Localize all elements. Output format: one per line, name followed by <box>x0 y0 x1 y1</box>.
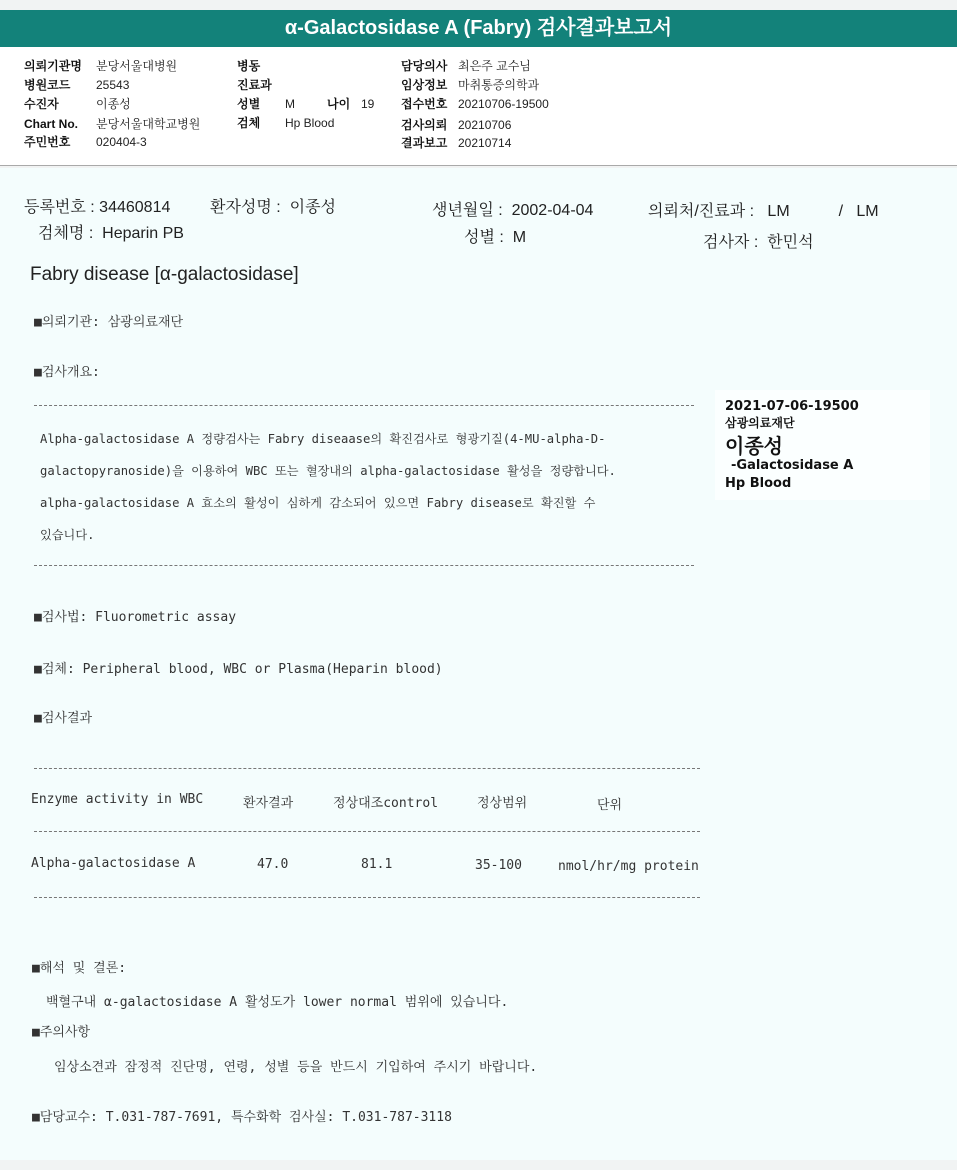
specimen-description: ■검체: Peripheral blood, WBC or Plasma(Heparin blood) <box>34 662 443 677</box>
label-lab-name: 삼광의료재단 <box>725 416 795 430</box>
test-title: Fabry disease [α-galactosidase] <box>30 264 299 285</box>
header-ward: 병동 <box>237 59 261 73</box>
header-doctor: 담당의사 최은주 교수님 <box>401 59 531 73</box>
table-header-patient-result: 환자결과 <box>243 796 294 811</box>
header-report-date: 결과보고 20210714 <box>401 136 512 150</box>
divider <box>34 405 694 406</box>
report-header <box>0 47 957 166</box>
header-sex: 성별 M 나이 19 <box>237 97 375 111</box>
table-cell-range: 35-100 <box>475 858 522 873</box>
header-clinical-info: 임상정보 마취통증의학과 <box>401 78 540 92</box>
table-cell-patient-result: 47.0 <box>257 857 289 872</box>
date-of-birth: 생년월일 : 2002-04-04 <box>432 202 594 219</box>
tester: 검사자 : 한민석 <box>703 234 814 251</box>
test-method: ■검사법: Fluorometric assay <box>34 610 237 625</box>
top-strip <box>0 0 957 8</box>
table-header-unit: 단위 <box>597 798 623 813</box>
overview-heading: ■검사개요: <box>34 365 100 380</box>
caution-text: 임상소견과 잠정적 진단명, 연령, 성별 등을 반드시 기입하여 주시기 바랍니다. <box>54 1060 538 1075</box>
patient-name: 환자성명 : 이종성 <box>210 199 336 216</box>
interpretation-heading: ■해석 및 결론: <box>32 961 127 976</box>
table-bottom-divider <box>34 897 700 898</box>
divider <box>34 565 694 566</box>
bottom-strip <box>0 1160 957 1170</box>
label-test-name: -Galactosidase A <box>731 458 854 473</box>
header-specimen: 검체 Hp Blood <box>237 116 335 130</box>
label-patient-name: 이종성 <box>725 434 783 458</box>
header-resident-no: 주민번호 020404-3 <box>24 135 147 149</box>
report-title: α-Galactosidase A (Fabry) 검사결과보고서 <box>284 17 673 39</box>
table-top-divider <box>34 768 700 769</box>
referring-institution: ■의뢰기관: 삼광의료재단 <box>34 315 184 330</box>
specimen-name: 검체명 : Heparin PB <box>38 225 184 242</box>
label-specimen: Hp Blood <box>725 476 792 491</box>
header-chart-no: Chart No. 분당서울대학교병원 <box>24 117 201 131</box>
table-header-control: 정상대조control <box>333 796 439 811</box>
overview-text: Alpha-galactosidase A 정량검사는 Fabry diseaase의 확진검사로 형광기질(4-MU-alpha-D- galactopyranoside)을 이용하여 WBC 또는 혈장내의 alpha-galactosidase 활성을 정량합니다. alpha-galactosidase A 효소의 활성이 심하게 감소되어 있으면 Fabry disease로 확진할 수 있습니다. <box>40 432 616 542</box>
table-cell-control: 81.1 <box>361 857 393 872</box>
table-header-range: 정상범위 <box>477 796 528 811</box>
caution-heading: ■주의사항 <box>32 1025 91 1040</box>
table-header-divider <box>34 831 700 832</box>
header-request-date: 검사의뢰 20210706 <box>401 118 512 132</box>
report-title-banner <box>0 10 957 47</box>
table-cell-enzyme: Alpha-galactosidase A <box>31 856 196 871</box>
registration-number: 등록번호 : 34460814 <box>24 199 171 216</box>
specimen-label-sticker <box>715 390 930 500</box>
interpretation-text: 백혈구내 α-galactosidase A 활성도가 lower normal 범위에 있습니다. <box>46 995 509 1010</box>
header-patient: 수진자 이종성 <box>24 97 131 111</box>
header-dept: 진료과 <box>237 78 272 92</box>
report-sheet <box>0 168 957 1160</box>
referral-dept: 의뢰처/진료과 : LM / LM <box>648 203 879 220</box>
result-heading: ■검사결과 <box>34 711 93 726</box>
header-receipt-no: 접수번호 20210706-19500 <box>401 97 549 111</box>
label-receipt-no: 2021-07-06-19500 <box>725 399 859 414</box>
header-institution: 의뢰기관명 분당서울대병원 <box>24 59 178 73</box>
table-cell-unit: nmol/hr/mg protein <box>558 859 699 874</box>
patient-sex: 성별 : M <box>464 229 527 246</box>
header-hospital-code: 병원코드 25543 <box>24 78 130 92</box>
contact-info: ■담당교수: T.031-787-7691, 특수화학 검사실: T.031-787-3118 <box>32 1110 452 1125</box>
table-header-enzyme: Enzyme activity in WBC <box>31 792 204 807</box>
